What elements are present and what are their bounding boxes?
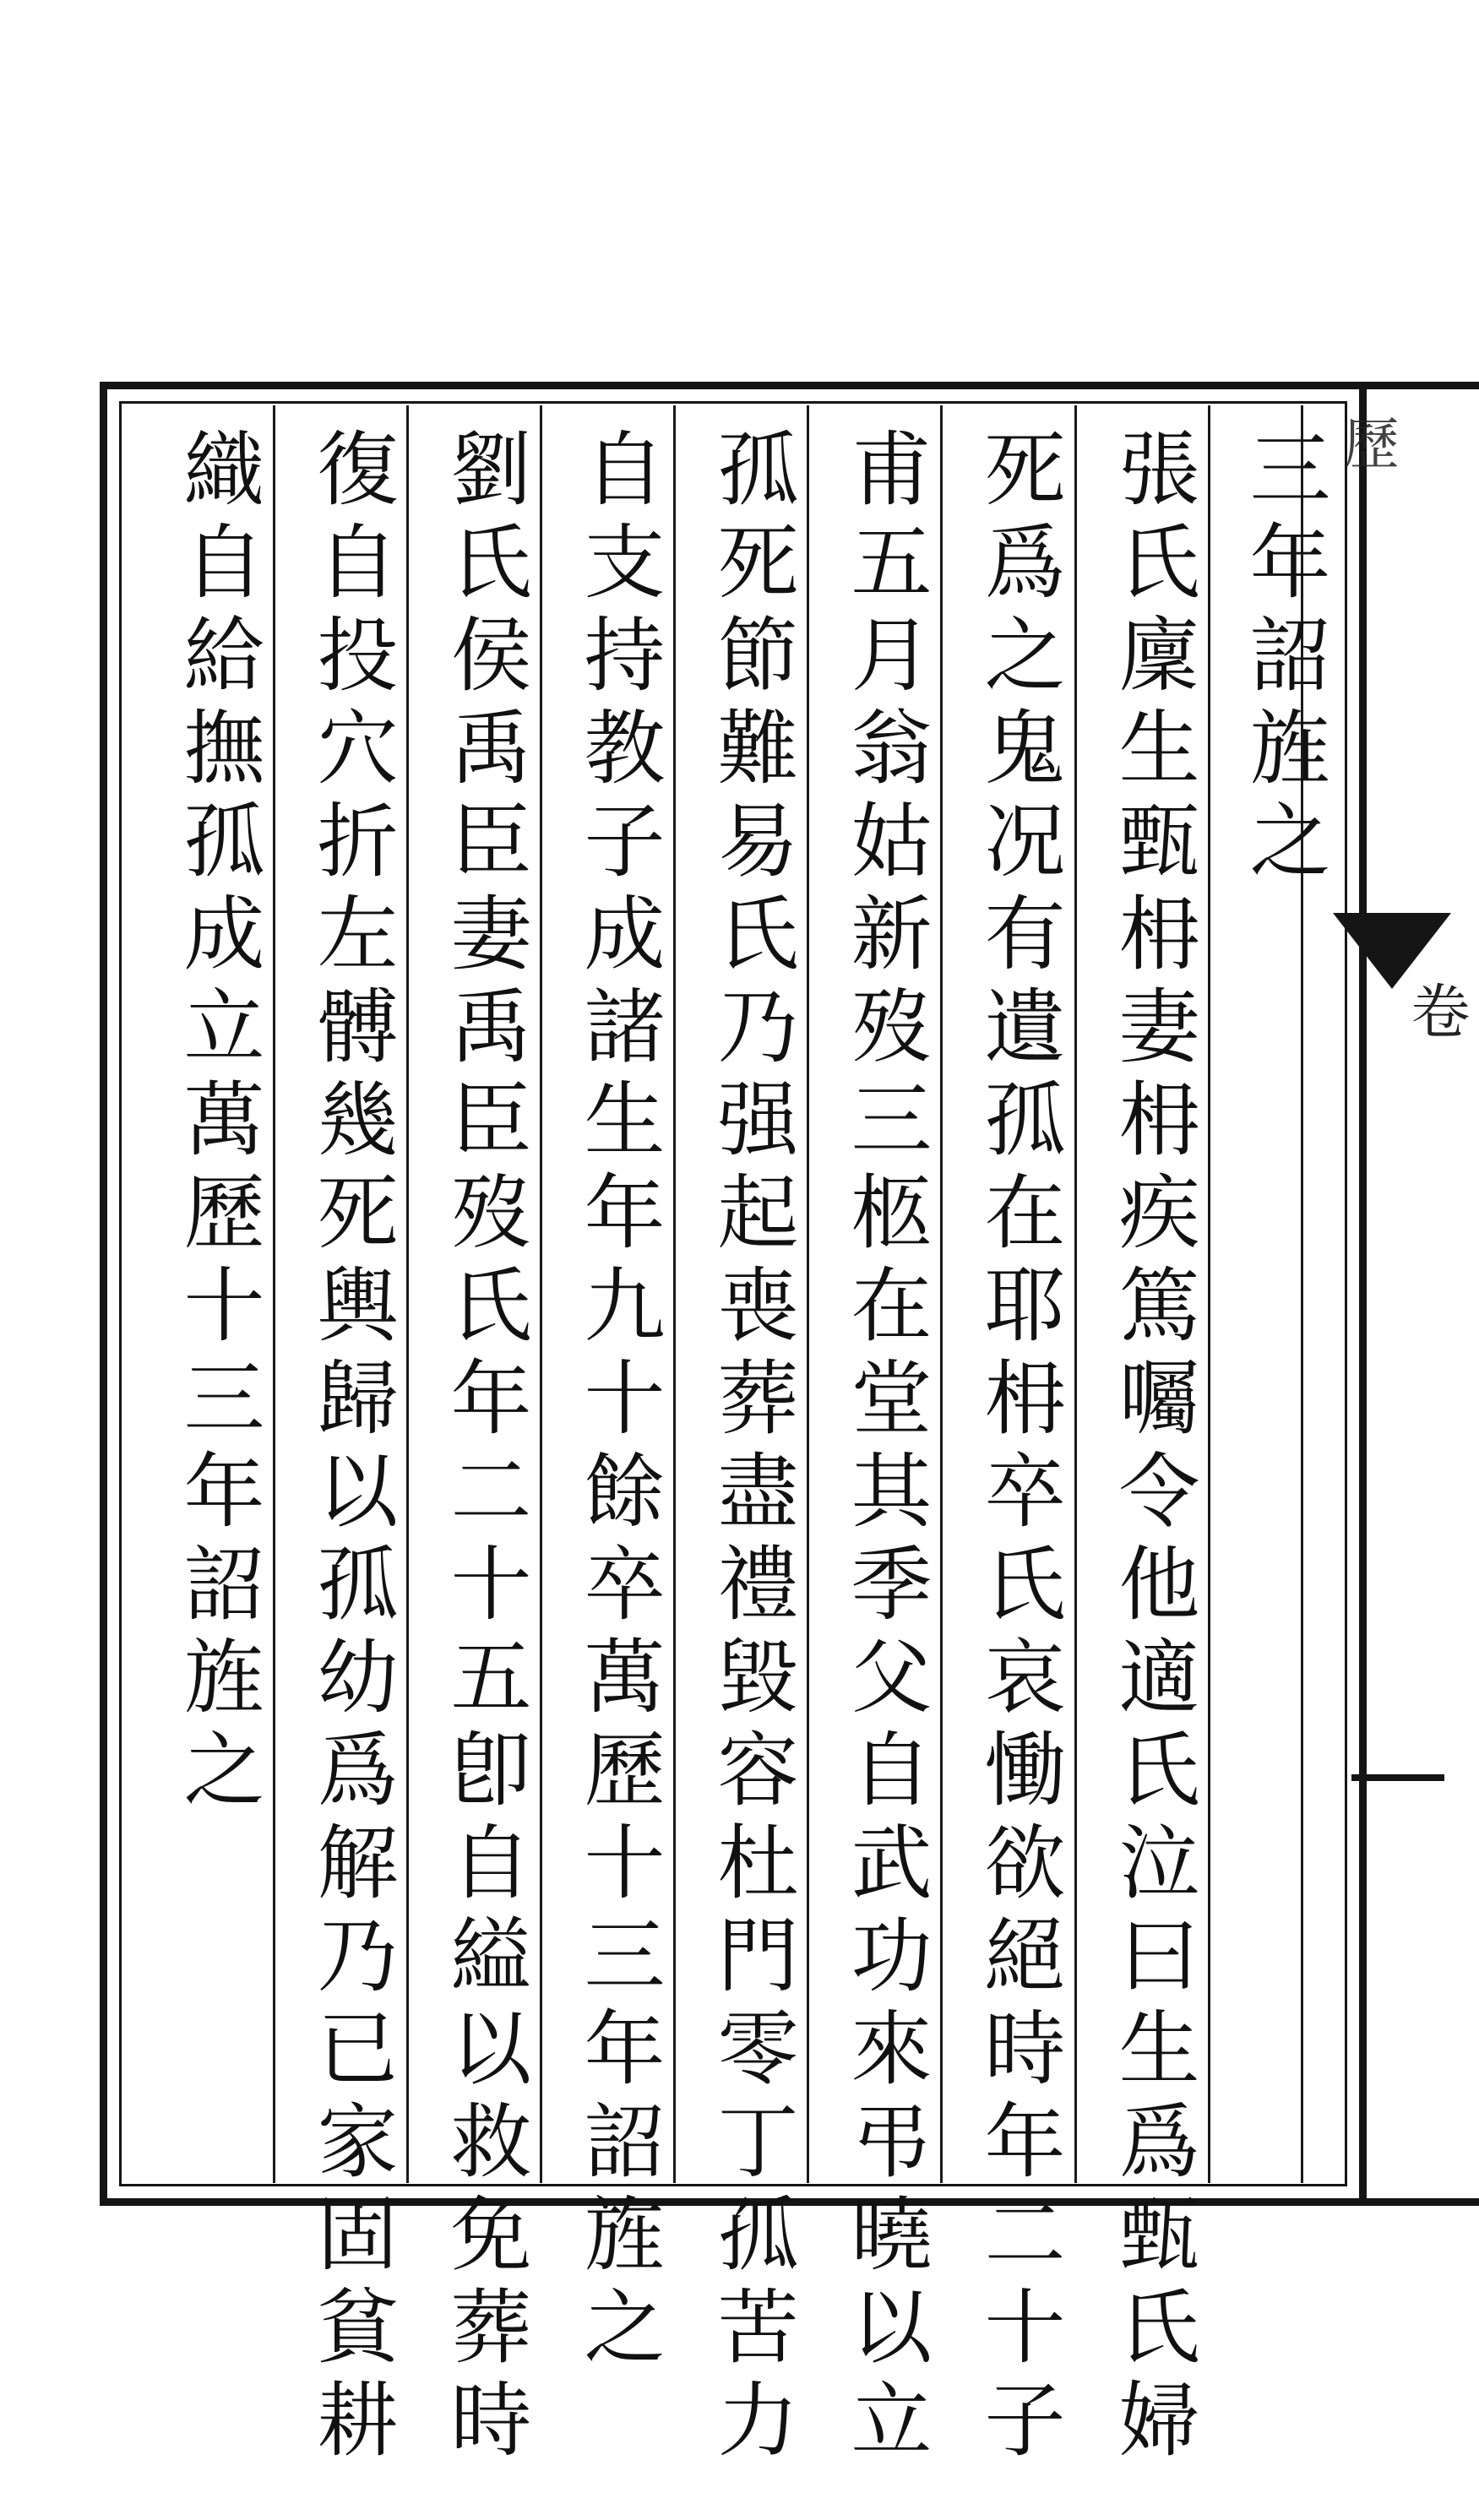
center-band-mark: [1351, 1774, 1444, 1781]
text-column-2: 張氏廩生甄枏妻枏疾篤囑令他適氏泣曰生爲甄氏婦: [1106, 426, 1200, 2470]
column-rule: [540, 405, 542, 2183]
column-rule: [807, 405, 809, 2183]
fishtail-mark: [1333, 913, 1451, 989]
column-rule: [673, 405, 676, 2183]
text-column-6: 自支持教子成諸生年九十餘卒萬歷十三年詔旌之: [571, 426, 666, 2377]
column-rule: [940, 405, 943, 2183]
text-column-3: 死爲之鬼况有遺孤在耶枏卒氏哀慟欲絕時年二十子: [971, 426, 1066, 2470]
column-rule: [1208, 405, 1210, 2183]
column-rule: [1074, 405, 1077, 2183]
text-column-4: 甫五月翁姑新歿三柩在堂其季父自武功來弔曉以立: [838, 426, 933, 2470]
column-rule: [406, 405, 409, 2183]
text-column-9: 織自給撫孤成立萬歷十三年詔旌之: [171, 426, 265, 1820]
text-column-8: 復自投穴折左髆幾死輿歸以孤幼爲解乃已家固貧耕: [304, 426, 399, 2470]
text-column-7: 劉氏侯禹臣妻禹臣歿氏年二十五卽自縊以救免葬時: [438, 426, 532, 2470]
column-rule: [273, 405, 275, 2183]
center-band-volume: 卷: [1401, 980, 1471, 1040]
text-column-1: 三年詔旌之: [1237, 426, 1331, 891]
center-band: [1318, 382, 1479, 2206]
center-band-title: 歷: [1334, 415, 1399, 474]
text-column-5: 孤死節難易氏乃强起喪葬盡禮毀容杜門零丁孤苦力: [704, 426, 799, 2470]
